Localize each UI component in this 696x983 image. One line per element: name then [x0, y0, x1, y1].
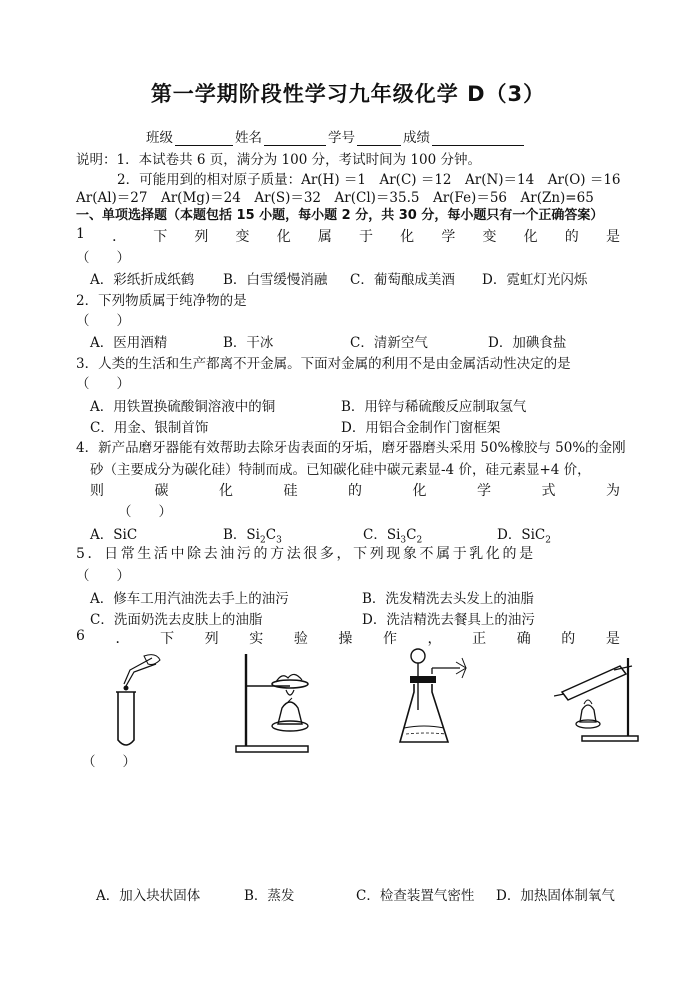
q2-option-c[interactable]: C．清新空气 [350, 335, 428, 351]
q5-option-d[interactable]: D．洗洁精洗去餐具上的油污 [362, 612, 535, 628]
q3-stem: 3．人类的生活和生产都离不开金属。下面对金属的利用不是由金属活动性决定的是 [76, 356, 571, 372]
number-label: 学号 [328, 130, 355, 146]
section-1-heading: 一、单项选择题（本题包括 15 小题，每小题 2 分，共 30 分，每小题只有一个正确答案） [76, 208, 604, 223]
q1-stem: 1 ． 下 列 变 化 属 于 化 学 变 化 的 是 [76, 226, 620, 245]
number-blank[interactable] [357, 131, 401, 146]
score-label: 成绩 [403, 130, 430, 146]
notes-line-1: 说明：1．本试卷共 6 页，满分为 100 分，考试时间为 100 分钟。 [76, 152, 481, 168]
q5-answer-blank[interactable]: （ ） [76, 568, 130, 584]
name-blank[interactable] [264, 131, 326, 146]
q5-stem: 5．日常生活中除去油污的方法很多，下列现象不属于乳化的是 [76, 546, 536, 562]
q5-option-a[interactable]: A．修车工用汽油洗去手上的油污 [90, 591, 289, 607]
q5-option-c[interactable]: C．洗面奶洗去皮肤上的油脂 [90, 612, 263, 628]
class-label: 班级 [146, 130, 173, 146]
student-info-line [146, 126, 526, 146]
q6-option-a[interactable]: A．加入块状固体 [96, 888, 201, 904]
q3-option-b[interactable]: B．用锌与稀硫酸反应制取氢气 [341, 399, 527, 415]
figure-d-heating-illustration [554, 652, 644, 756]
score-blank[interactable] [432, 131, 524, 146]
q4-option-b[interactable]: B．$Si_2C_3$ [223, 527, 282, 546]
q5-option-b[interactable]: B．洗发精洗去头发上的油脂 [362, 591, 534, 607]
q4-option-c[interactable]: C．$Si_3C_2$ [363, 527, 423, 546]
q4-option-a[interactable]: A．SiC [90, 527, 138, 543]
q4-answer-blank[interactable]: （ ） [118, 504, 172, 520]
page-title: 第一学期阶段性学习九年级化学 D（3） [150, 82, 546, 106]
q1-option-b[interactable]: B．白雪缓慢消融 [223, 272, 328, 288]
q1-option-d[interactable]: D．霓虹灯光闪烁 [482, 272, 588, 288]
q4-option-d[interactable]: D．SiC$_2$ [497, 527, 551, 546]
q1-answer-blank[interactable]: （ ） [76, 250, 130, 266]
q2-option-d[interactable]: D．加碘食盐 [488, 335, 567, 351]
q5-stem-wrap [76, 543, 620, 563]
q2-stem: 2．下列物质属于纯净物的是 [76, 293, 247, 309]
figure-b-evaporation-illustration [232, 650, 312, 760]
q1-option-c[interactable]: C．葡萄酿成美酒 [350, 272, 455, 288]
q4-stem-line-1: 4．新产品磨牙器能有效帮助去除牙齿表面的牙垢，磨牙器磨头采用 50%橡胶与 50%的金刚 [76, 440, 626, 456]
q6-stem: 6 ． 下 列 实 验 操 作 ， 正 确 的 是 [76, 628, 620, 647]
q3-option-a[interactable]: A．用铁置换硫酸铜溶液中的铜 [90, 399, 276, 415]
q6-option-c[interactable]: C．检查装置气密性 [356, 888, 475, 904]
q4-stem-line-2: 砂（主要成分为碳化硅）特制而成。已知碳化硅中碳元素显-4 价，硅元素显+4 价， [90, 462, 591, 478]
figure-c-airtightness-illustration [396, 646, 486, 756]
q6-option-b[interactable]: B．蒸发 [244, 888, 295, 904]
q2-option-a[interactable]: A．医用酒精 [90, 335, 168, 351]
q3-option-d[interactable]: D．用铝合金制作门窗框架 [341, 420, 501, 436]
notes-line-3: Ar(Al)＝27 Ar(Mg)＝24 Ar(S)＝32 Ar(Cl)＝35.5 Ar(Fe)＝56 Ar(Zn)=65 [76, 190, 594, 206]
q4-stem-line-3: 则 碳 化 硅 的 化 学 式 为 [90, 483, 620, 499]
class-blank[interactable] [175, 131, 233, 146]
name-label: 姓名 [235, 130, 262, 146]
q6-option-d[interactable]: D．加热固体制氧气 [496, 888, 615, 904]
q2-option-b[interactable]: B．干冰 [223, 335, 274, 351]
q2-answer-blank[interactable]: （ ） [76, 313, 130, 329]
q1-option-a[interactable]: A．彩纸折成纸鹤 [90, 272, 195, 288]
q6-answer-blank[interactable]: （ ） [82, 754, 136, 770]
notes-line-2: 2．可能用到的相对原子质量：Ar(H) ＝1 Ar(C) ＝12 Ar(N)＝14 Ar(O) ＝16 [117, 172, 621, 188]
figure-a-test-tube-illustration [104, 652, 164, 752]
q3-option-c[interactable]: C．用金、银制首饰 [90, 420, 209, 436]
q3-answer-blank[interactable]: （ ） [76, 376, 130, 392]
